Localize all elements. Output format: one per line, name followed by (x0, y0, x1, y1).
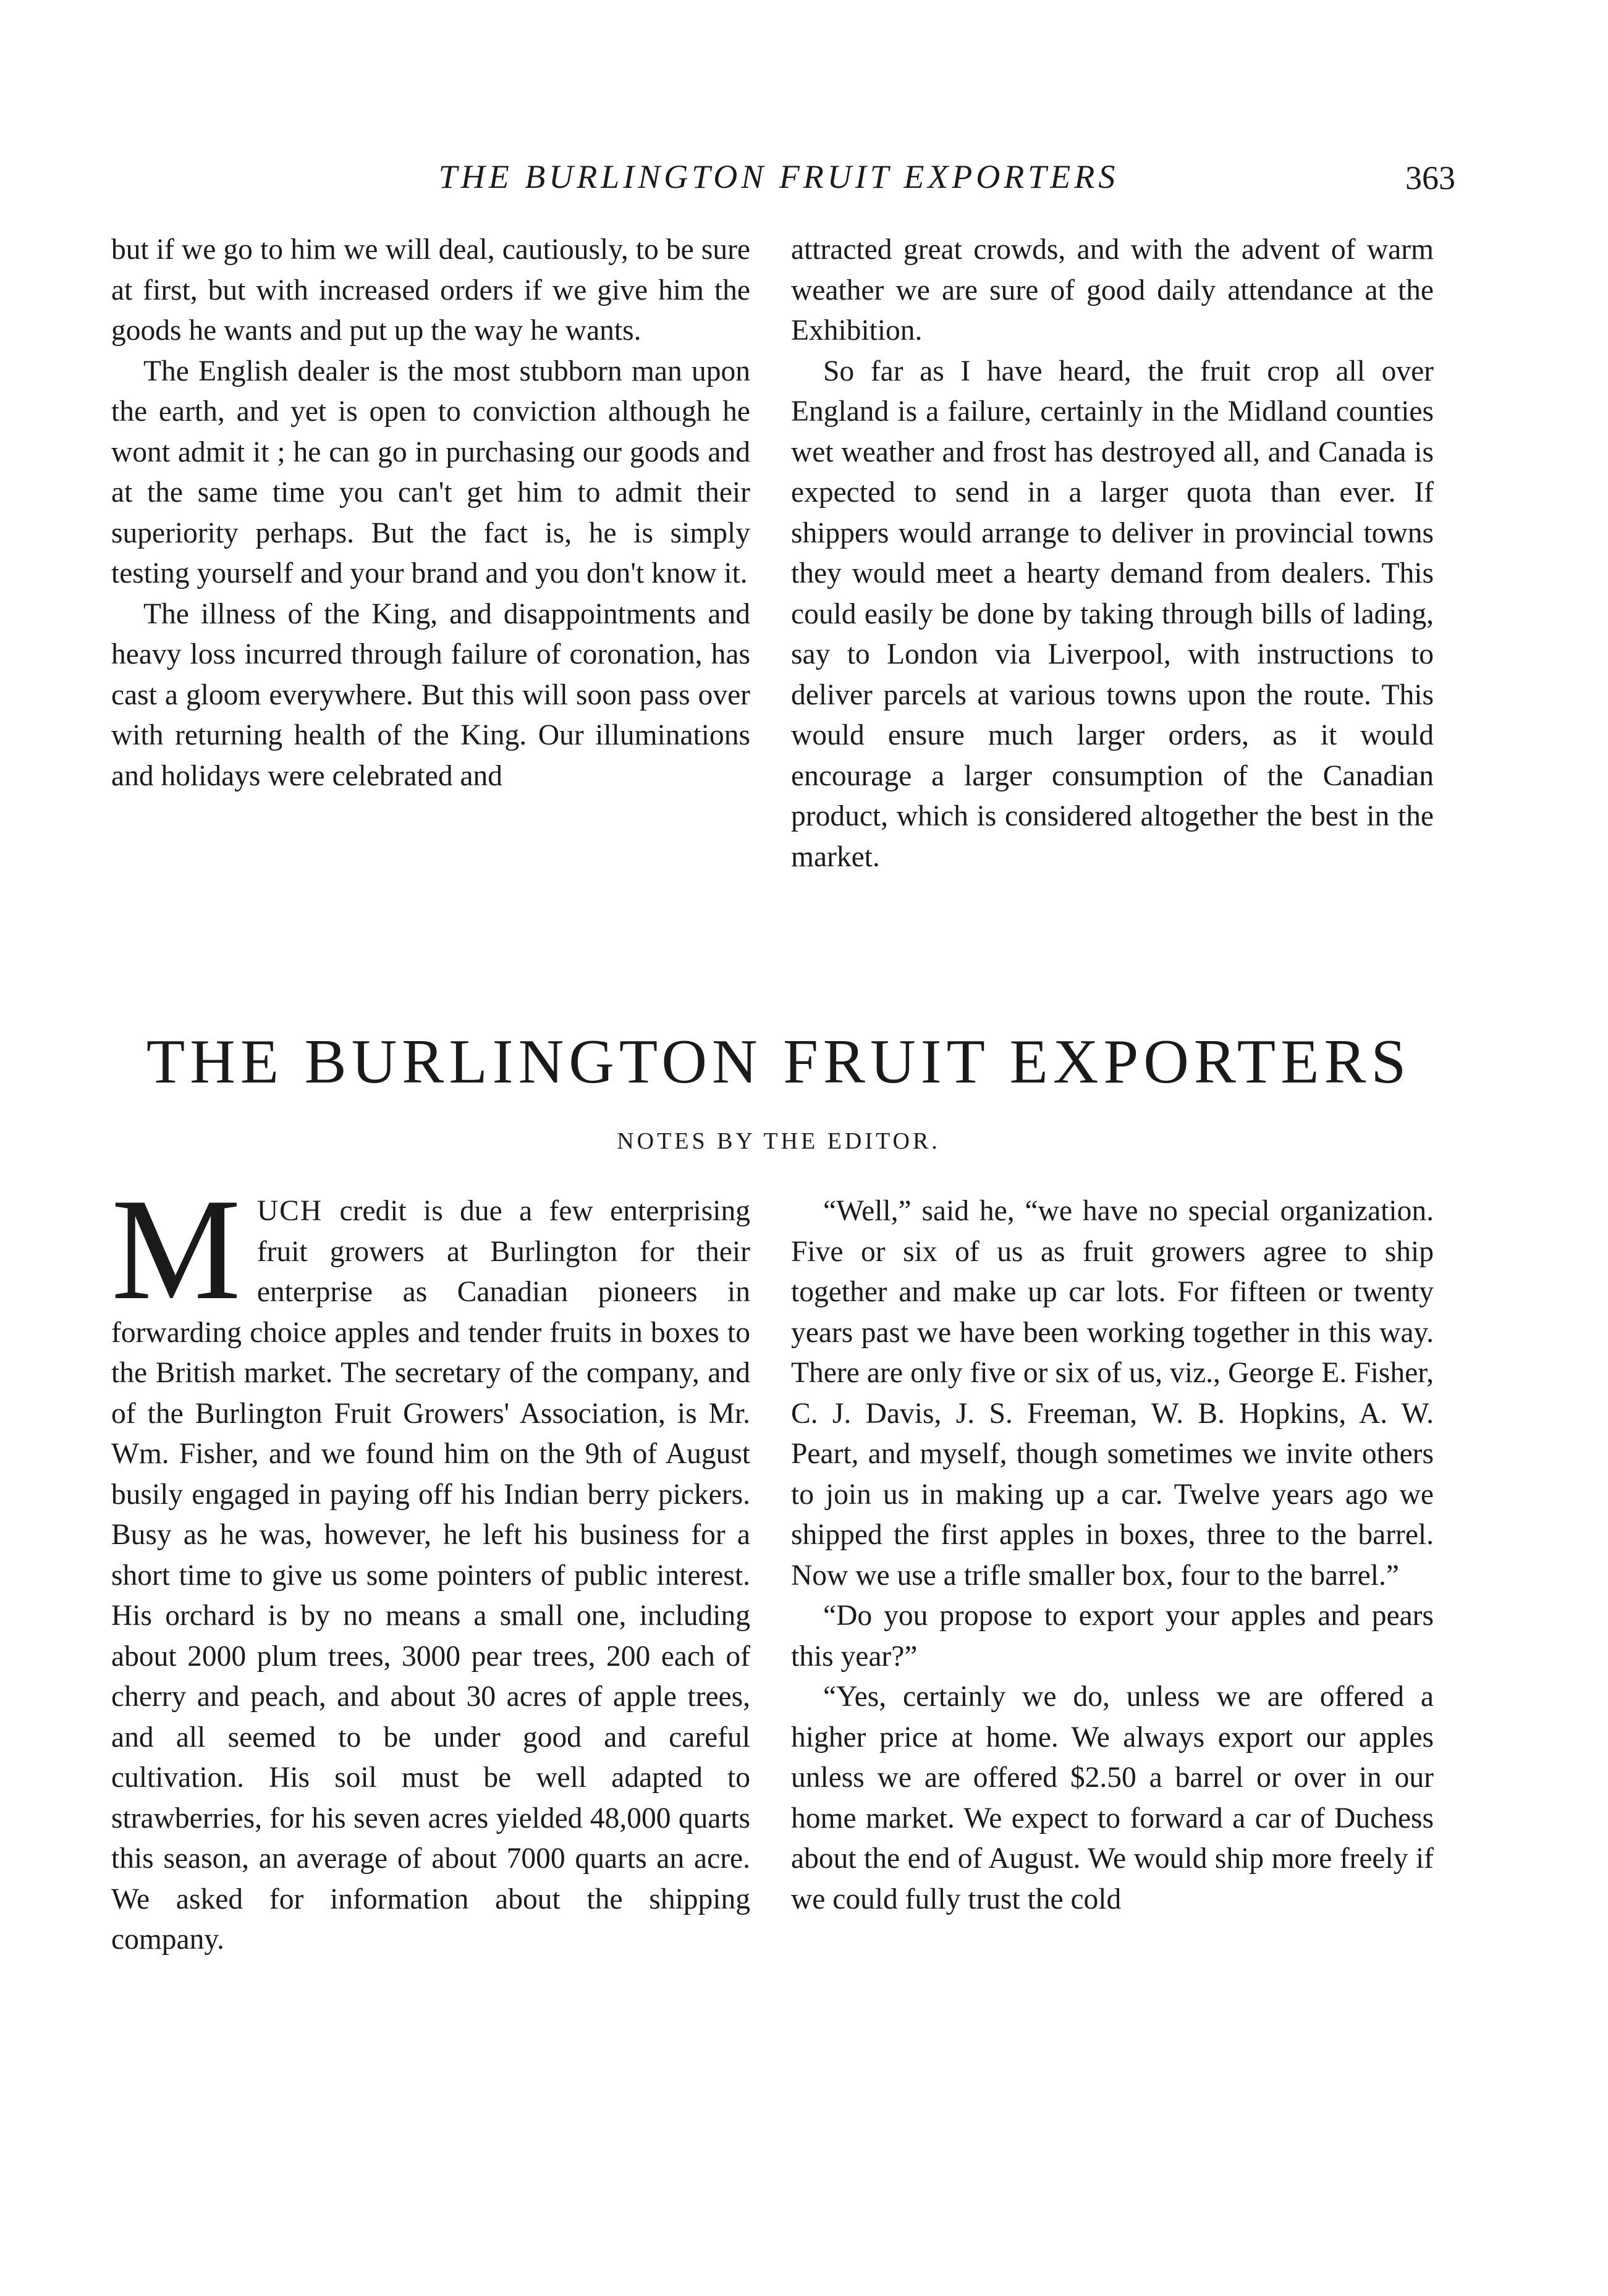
article-subtitle: NOTES BY THE EDITOR. (617, 1128, 941, 1154)
bottom-right-column (791, 1191, 1434, 1920)
paragraph: “Yes, certainly we do, unless we are offered a higher price at home. We always export our apples unless we are offered $2.50 a barrel or over in our home market. We expect to forward a car of Duchess about the end of August. We would ship more freely if we could fully trust the cold (791, 1681, 1434, 1915)
paragraph: So far as I have heard, the fruit crop all over England is a failure, certainly in the Midland counties wet weather and frost has destroyed all, and Canada is expected to send in a larger quota than ever. If shippers would arrange to deliver in provincial towns they would meet a hearty demand from dealers. This could easily be done by taking through bills of lading, say to London via Liverpool, with instructions to deliver parcels at various towns upon the route. This would ensure much larger orders, as it would encourage a larger consumption of the Canadian product, which is considered altogether the best in the market. (791, 355, 1434, 873)
bottom-left-column (111, 1169, 750, 1960)
top-left-column (111, 230, 750, 796)
paragraph: “Well,” said he, “we have no special organization. Five or six of us as fruit growers agree to ship together and make up car lots. For fifteen or twenty years past we have been working together in this way. There are only five or six of us, viz., George E. Fisher, C. J. Davis, J. S. Freeman, W. B. Hopkins, A. W. Peart, and myself, though sometimes we invite others to join us in making up a car. Twelve years ago we shipped the first apples in boxes, three to the barrel. Now we use a trifle smaller box, four to the barrel.” (791, 1195, 1434, 1592)
opening-paragraph (111, 1169, 750, 1960)
paragraph: The illness of the King, and disappointments and heavy loss incurred through failure of coronation, has cast a gloom everywhere. But this will soon pass over with returning health of the King. Our illuminations and holidays were celebrated and (111, 597, 750, 792)
running-head (111, 158, 1455, 207)
page-number: 363 (1405, 159, 1455, 196)
top-right-column (791, 230, 1434, 877)
drop-cap: M (111, 1169, 241, 1330)
running-title: THE BURLINGTON FRUIT EXPORTERS (438, 158, 1119, 195)
lead-caps: UCH (256, 1195, 323, 1227)
paragraph: but if we go to him we will deal, cautiously, to be sure at first, but with increased orders if we give him the goods he wants and put up the way he wants. (111, 234, 750, 347)
article-title: THE BURLINGTON FRUIT EXPORTERS (146, 1027, 1411, 1097)
paragraph: attracted great crowds, and with the advent of warm weather we are sure of good daily attendance at the Exhibition. (791, 234, 1434, 347)
paragraph: The English dealer is the most stubborn man upon the earth, and yet is open to conviction although he wont admit it ; he can go in purchasing our goods and at the same time you can't get him to admit their superiority perhaps. But the fact is, he is simply testing yourself and your brand and you don't know it. (111, 355, 750, 589)
paragraph-text: credit is due a few enterprising fruit growers at Burlington for their enterprise as Canadian pioneers in forwarding choice apples and tender fruits in boxes to the British market. The secretary of the company, and of the Burlington Fruit Growers' Association, is Mr. Wm. Fisher, and we found him on the 9th of August busily engaged in paying off his Indian berry pickers. Busy as he was, however, he left his business for a short time to give us some pointers of public interest. His orchard is by no means a small one, including about 2000 plum trees, 3000 pear trees, 200 each of cherry and peach, and about 30 acres of apple trees, and all seemed to be under good and careful cultivation. His soil must be well adapted to strawberries, for his seven acres yielded 48,000 quarts this season, an average of about 7000 quarts an acre. We asked for information about the shipping company. (111, 1195, 750, 1956)
paragraph: “Do you propose to export your apples and pears this year?” (791, 1600, 1434, 1673)
